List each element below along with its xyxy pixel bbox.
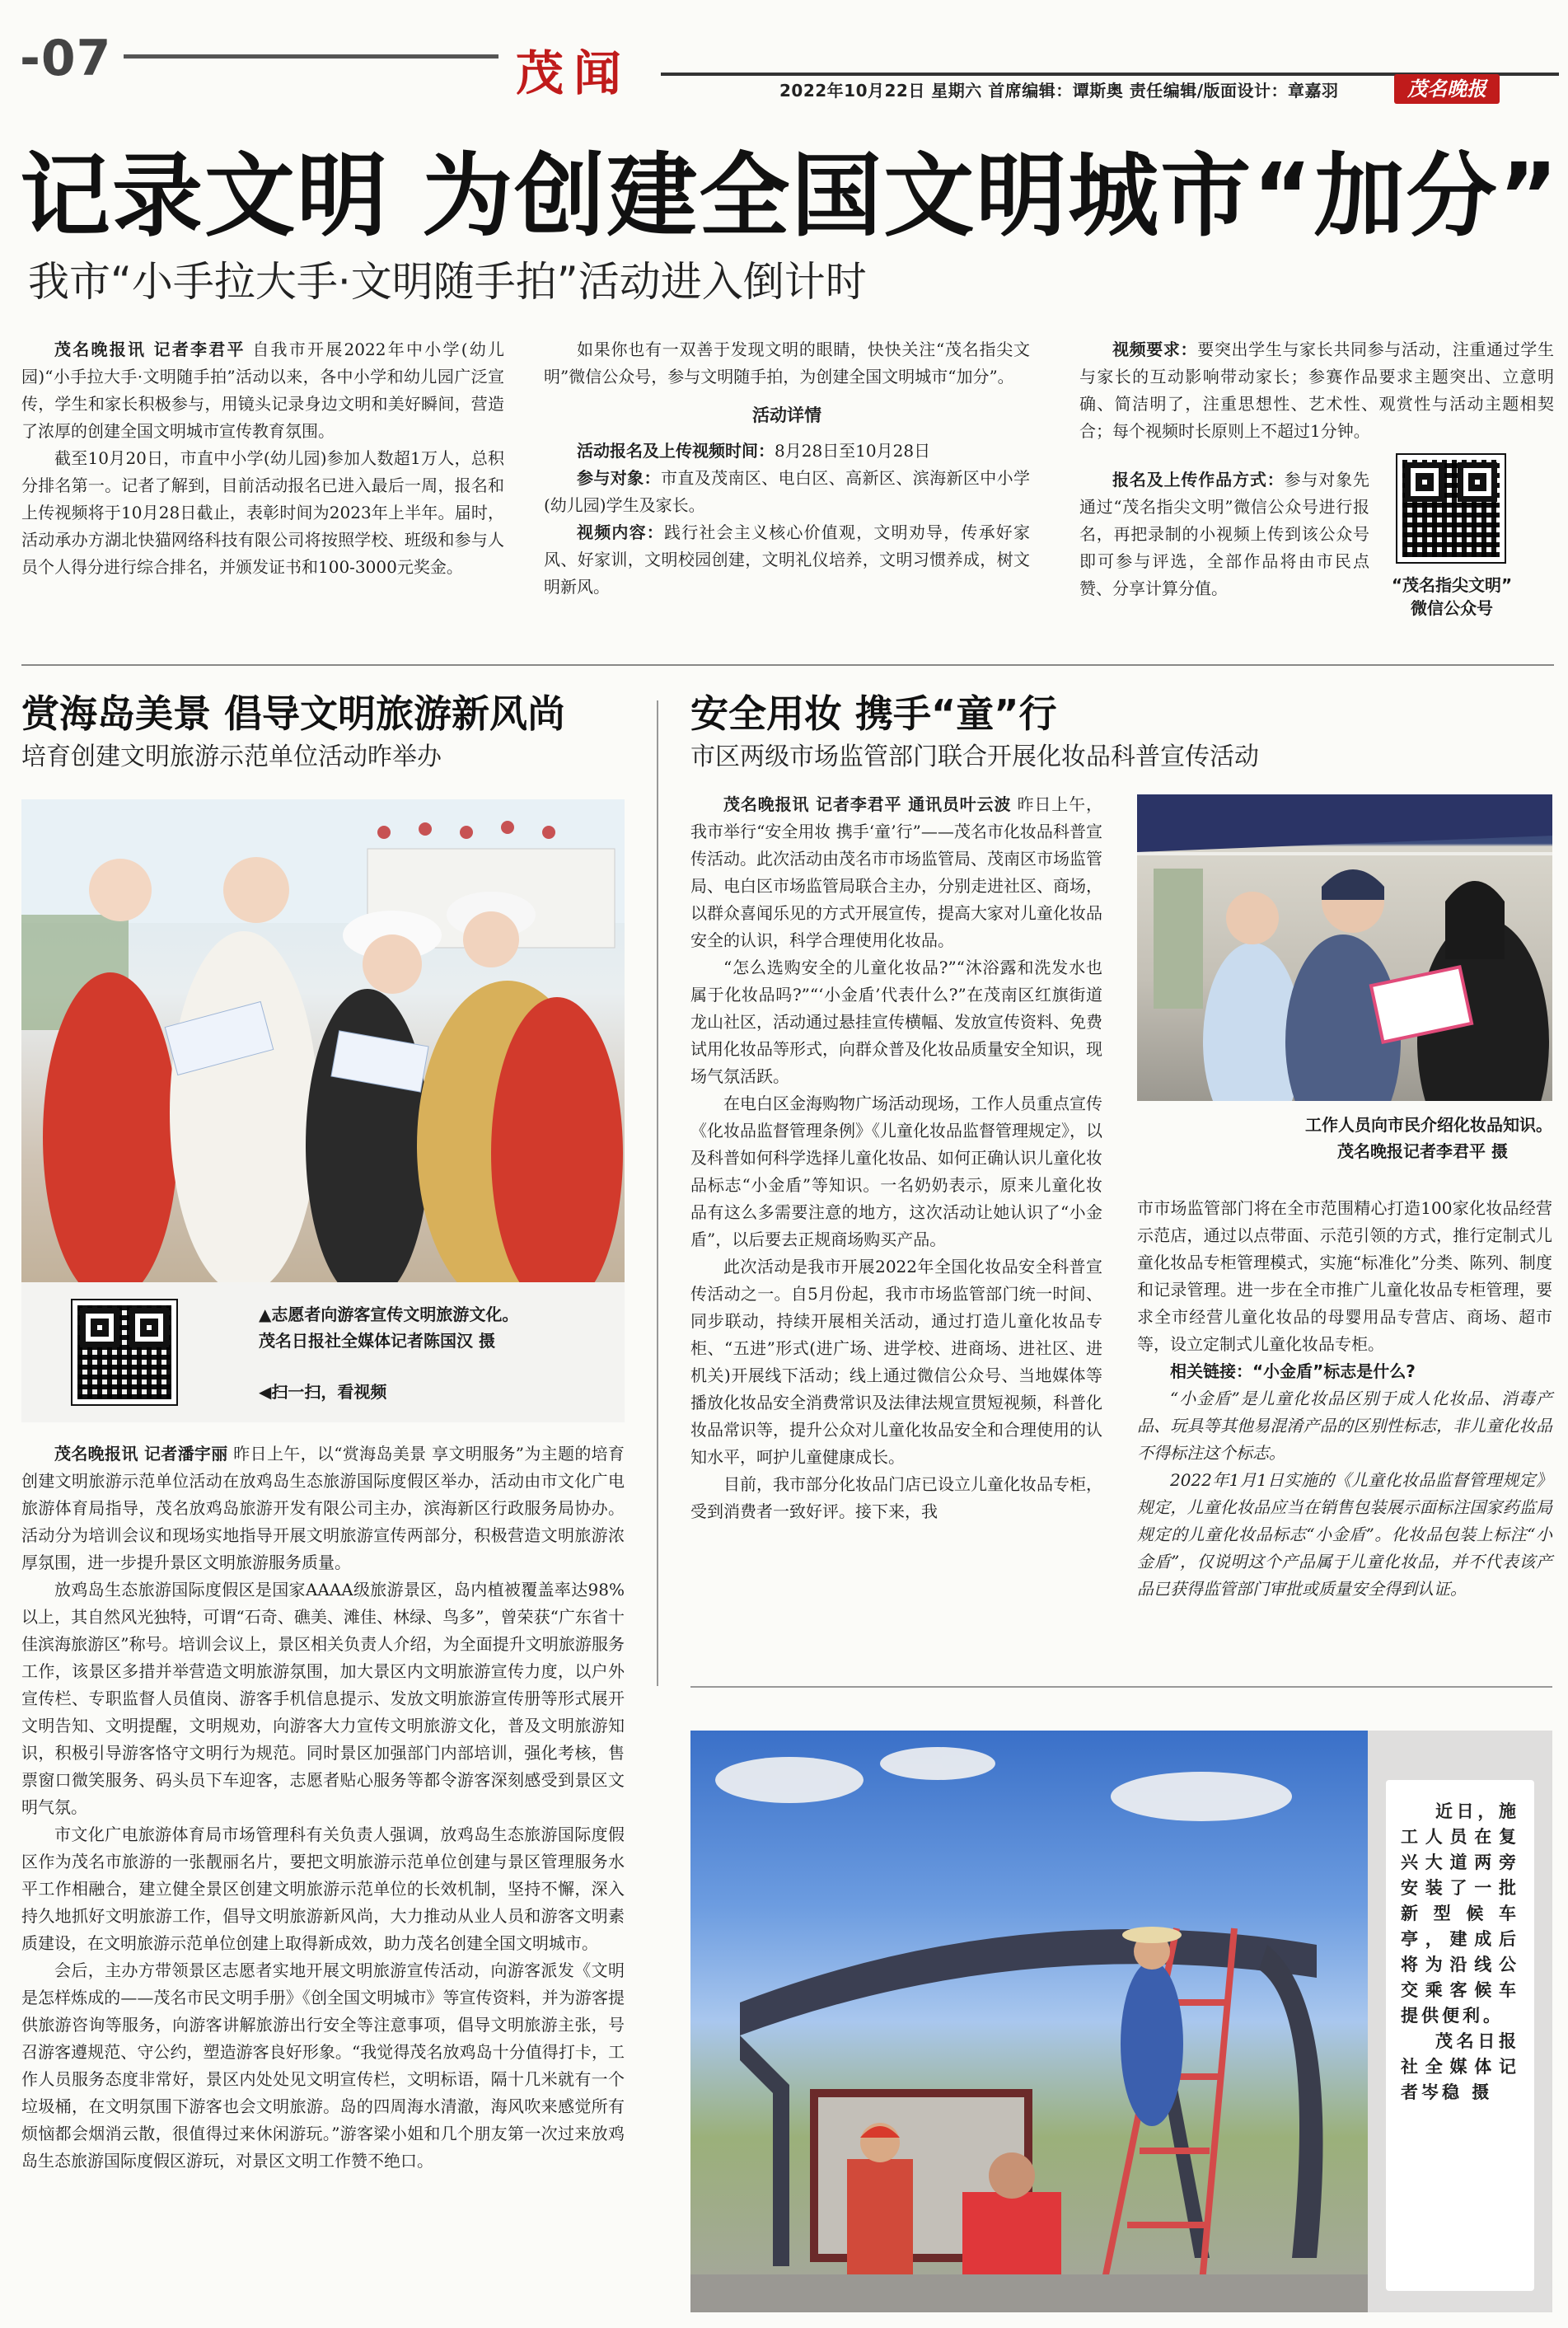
details-content-value: 践行社会主义核心价值观，文明劝导，传承好家风、好家训，文明校园创建，文明礼仪培养，文明习惯养成，树文明新风。: [544, 522, 1030, 597]
column-divider: [657, 700, 658, 1686]
cosmetics-paragraph-2: “怎么选购安全的儿童化妆品?”“沐浴露和洗发水也属于化妆品吗?”“‘小金盾’代表什么?”在茂南区红旗街道龙山社区，活动通过悬挂宣传横幅、发放宣传资料、免费试用化妆品等形式，向群众普及化妆品质量安全知识，现场气氛活跃。: [690, 958, 1102, 1086]
tourism-paragraph-3: 市文化广电旅游体育局市场管理科有关负责人强调，放鸡岛生态旅游国际度假区作为茂名市旅游的一张靓丽名片，要把文明旅游示范单位创建与景区管理服务水平工作相融合，建立健全景区创建文明旅游示范单位的长效机制，坚持不懈，深入持久地抓好文明旅游工作，倡导文明旅游新风尚，大力推动从业人员和游客文明素质建设，在文明旅游示范单位创建上取得新成效，助力茂名创建全国文明城市。: [21, 1824, 625, 1953]
cosmetics-body-left: [690, 791, 1102, 1525]
related-paragraph-1: “小金盾”是儿童化妆品区别于成人化妆品、消毒产品、玩具等其他易混淆产品的区别性标志，非儿童化妆品不得标注这个标志。: [1137, 1389, 1552, 1463]
bus-caption-panel: [1368, 1731, 1552, 2312]
bus-caption-credit: 茂名日报社全媒体记者岑稳 摄: [1401, 2031, 1519, 2102]
video-requirements-value: 要突出学生与家长共同参与活动，注重通过学生与家长的互动影响带动家长；参赛作品要求主题突出、立意明确、简洁明了，注重思想性、艺术性、观赏性与活动主题相契合；每个视频时长原则上不超过1分钟。: [1079, 340, 1555, 441]
bus-caption-card: [1386, 1780, 1534, 2291]
details-time-value: 8月28日至10月28日: [775, 441, 931, 461]
tourism-photo-credit: 茂名日报社全媒体记者陈国汉 摄: [259, 1331, 495, 1351]
top-byline: 茂名晚报讯 记者李君平: [54, 340, 246, 359]
cosmetics-paragraph-5-continued: 市市场监管部门将在全市范围精心打造100家化妆品经营示范店，通过以点带面、示范引领的方式，推行定制式儿童化妆品专柜管理模式，实施“标准化”分类、陈列、制度和记录管理。进一步在全市推广儿童化妆品专柜管理，要求全市经营儿童化妆品的母婴用品专营店、商场、超市等，设立定制式儿童化妆品专柜。: [1137, 1198, 1552, 1354]
video-requirements: [1079, 336, 1554, 445]
details-time: [544, 438, 1030, 465]
related-link-heading: 相关链接：“小金盾”标志是什么?: [1170, 1361, 1416, 1381]
tourism-photo-caption: ▲志愿者向游客宣传文明旅游文化。: [259, 1305, 519, 1324]
tourism-subheadline: 培育创建文明旅游示范单位活动昨举办: [21, 742, 442, 771]
cosmetics-paragraph-1: [690, 791, 1102, 954]
cosmetics-photo-credit: 茂名晚报记者李君平 摄: [1337, 1141, 1508, 1161]
details-who: [544, 465, 1030, 519]
bus-caption-text: 近日，施工人员在复兴大道两旁安装了一批新型候车亭，建成后将为沿线公交乘客候车提供便利。: [1401, 1801, 1519, 2026]
tourism-paragraph-4: 会后，主办方带领景区志愿者实地开展文明旅游宣传活动，向游客派发《文明是怎样炼成的——茂名市民文明手册》《创全国文明城市》等宣传资料，并为游客提供旅游咨询等服务，向游客讲解旅游出行安全等注意事项，倡导文明旅游主张，号召游客遵规范、守公约，塑造游客良好形象。“我觉得茂名放鸡岛十分值得打卡，工作人员服务态度非常好，景区内处处见文明宣传栏，文明标语，隔十几米就有一个垃圾桶，在文明氛围下游客也会文明旅游。岛的四周海水清澈，海风吹来感觉所有烦恼都会烟消云散，很值得过来休闲游玩。”游客梁小姐和几个朋友第一次过来放鸡岛生态旅游国际度假区游玩，对景区文明工作赞不绝口。: [21, 1960, 625, 2171]
qr-caption-1: “茂名指尖文明”: [1391, 575, 1513, 595]
qr-caption-2: 微信公众号: [1411, 598, 1493, 618]
section-badge: [516, 35, 646, 101]
tourism-photo-illustration: [21, 799, 625, 1282]
top-subheadline: 我市“小手拉大手·文明随手拍”活动进入倒计时: [28, 258, 867, 306]
top-col1-paragraph-1: [21, 336, 504, 445]
cosmetics-byline: 茂名晚报讯 记者李君平 通讯员叶云波: [723, 794, 1012, 814]
paper-logo: [1394, 74, 1500, 104]
cosmetics-photo-caption: 工作人员向市民介绍化妆品知识。: [1305, 1115, 1552, 1135]
top-col1-paragraph-2: 截至10月20日，市直中小学(幼儿园)参加人数超1万人，总积分排名第一。记者了解到，目前活动报名已进入最后一周，报名和上传视频将于10月28日截止，表彰时间为2023年上半年。届时，活动承办方湖北快猫网络科技有限公司将按照学校、班级和参与人员个人得分进行综合排名，并颁发证书和100-3000元奖金。: [21, 448, 504, 577]
masthead-info: 2022年10月22日 星期六 首席编辑：谭斯奥 责任编辑/版面设计：章嘉羽: [779, 81, 1339, 101]
tourism-video-qr[interactable]: [73, 1300, 176, 1404]
cosmetics-photo: [1137, 794, 1552, 1101]
cosmetics-paragraph-5: 目前，我市部分化妆品门店已设立儿童化妆品专柜，受到消费者一致好评。接下来，我: [690, 1474, 1102, 1521]
details-heading: 活动详情: [752, 405, 821, 425]
related-paragraph-2: 2022年1月1日实施的《儿童化妆品监督管理规定》规定，儿童化妆品应当在销售包装展示面标注国家药监局规定的儿童化妆品标志“小金盾”。化妆品包装上标注“小金盾”，仅说明这个产品属于儿童化妆品，并不代表该产品已获得监管部门审批或质量安全得到认证。: [1137, 1470, 1552, 1599]
cosmetics-paragraph-3: 在电白区金海购物广场活动现场，工作人员重点宣传《化妆品监督管理条例》《儿童化妆品监督管理规定》，以及科普如何科学选择儿童化妆品、如何正确认识儿童化妆品标志“小金盾”等知识。一名奶奶表示，原来儿童化妆品有这么多需要注意的地方，这次活动让她认识了“小金盾”，以后要去正规商场购买产品。: [690, 1094, 1102, 1249]
top-headline: 记录文明 为创建全国文明城市“加分”: [20, 143, 1560, 249]
top-col-2: [544, 336, 1030, 601]
top-col-3: [1079, 336, 1554, 445]
tourism-paragraph-2: 放鸡岛生态旅游国际度假区是国家AAAA级旅游景区，岛内植被覆盖率达98%以上，其自然风光独特，可谓“石奇、礁美、滩佳、林绿、鸟多”，曾荣获“广东省十佳滨海旅游区”称号。培训会议上，景区相关负责人介绍，为全面提升文明旅游服务工作，该景区多措并举营造文明旅游氛围，加大景区内文明旅游宣传力度，以户外宣传栏、专职监督人员值岗、游客手机信息提示、发放文明旅游宣传册等形式展开文明告知、文明提醒，文明规劝，向游客大力宣传文明旅游文化，普及文明旅游知识，积极引导游客恪守文明行为规范。同时景区加强部门内部培训，强化考核，售票窗口微笑服务、码头员下车迎客，志愿者贴心服务等都令游客深刻感受到景区文明气氛。: [21, 1580, 625, 1817]
how-to-submit-value: 参与对象先通过“茂名指尖文明”微信公众号进行报名，再把录制的小视频上传到该公众号即可参与评选，全部作品将由市民点赞、分享计算分值。: [1079, 470, 1370, 598]
top-col-1: [21, 336, 504, 581]
page-number: -07: [20, 30, 112, 87]
masthead-rule-left: [124, 54, 498, 59]
top-col1-p1-text: 自我市开展2022年中小学(幼儿园)“小手拉大手·文明随手拍”活动以来，各中小学和幼儿园广泛宣传，学生和家长积极参与，用镜头记录身边文明和美好瞬间，营造了浓厚的创建全国文明城市宣传教育氛围。: [21, 340, 504, 441]
details-time-label: 活动报名及上传视频时间：: [577, 441, 775, 461]
tourism-body: [21, 1440, 625, 2175]
cosmetics-body-right: [1137, 1195, 1552, 1603]
cosmetics-subheadline: 市区两级市场监管部门联合开展化妆品科普宣传活动: [690, 742, 1259, 771]
how-to-submit: [1079, 466, 1369, 602]
details-who-label: 参与对象：: [577, 468, 661, 488]
bus-shelter-illustration: [690, 1731, 1368, 2312]
details-who-value: 市直及茂南区、电白区、高新区、滨海新区中小学(幼儿园)学生及家长。: [544, 468, 1031, 515]
details-content-label: 视频内容：: [577, 522, 664, 542]
cosmetics-photo-illustration: [1137, 794, 1552, 1101]
bus-shelter-photo: [690, 1731, 1368, 2312]
tourism-photo: [21, 799, 625, 1282]
cosmetics-headline: 安全用妆 携手“童”行: [690, 691, 1057, 736]
paper-logo-text: 茂名晚报: [1407, 77, 1486, 101]
top-col2-paragraph-1: 如果你也有一双善于发现文明的眼睛，快快关注“茂名指尖文明”微信公众号，参与文明随手拍，为创建全国文明城市“加分”。: [544, 340, 1030, 386]
video-requirements-label: 视频要求：: [1112, 340, 1198, 359]
tourism-paragraph-1: [21, 1440, 625, 1576]
tourism-p1-text: 昨日上午，以“赏海岛美景 享文明服务”为主题的培育创建文明旅游示范单位活动在放鸡岛生态旅游国际度假区举办，活动由市文化广电旅游体育局指导，茂名放鸡岛旅游开发有限公司主办，滨海新区行政服务局协办。活动分为培训会议和现场实地指导开展文明旅游宣传两部分，积极营造文明旅游浓厚氛围，进一步提升景区文明旅游服务质量。: [21, 1444, 625, 1572]
how-to-submit-label: 报名及上传作品方式：: [1112, 470, 1285, 489]
tourism-scan-hint: ◀扫一扫，看视频: [259, 1382, 387, 1402]
top-col-3-lower: [1079, 466, 1369, 602]
wechat-qr-code[interactable]: [1397, 455, 1505, 562]
cosmetics-paragraph-4: 此次活动是我市开展2022年全国化妆品安全科普宣传活动之一。自5月份起，我市市场监管部门统一时间、同步联动，持续开展相关活动，通过打造儿童化妆品专柜、“五进”形式(进广场、进学校、进商场、进社区、进机关)开展线下活动；线上通过微信公众号、当地媒体等播放化妆品安全消费常识及法律法规宣贯短视频，科普化妆品常识等，提升公众对儿童化妆品安全和合理使用的认知水平，呵护儿童健康成长。: [690, 1257, 1102, 1467]
details-content: [544, 519, 1030, 601]
section-label: 茂闻: [516, 45, 632, 101]
tourism-caption-box: [21, 1282, 625, 1422]
section-divider-bottom: [690, 1686, 1552, 1688]
tourism-byline: 茂名晚报讯 记者潘宇丽: [54, 1444, 228, 1464]
cosmetics-p1-text: 昨日上午，我市举行“安全用妆 携手‘童’行”——茂名市化妆品科普宣传活动。此次活动由茂名市市场监管局、茂南区市场监管局、电白区市场监管局联合主办，分别走进社区、商场，以群众喜闻乐见的方式开展宣传，提高大家对儿童化妆品安全的认识，科学合理使用化妆品。: [690, 794, 1103, 950]
section-divider-top: [21, 664, 1554, 666]
tourism-headline: 赏海岛美景 倡导文明旅游新风尚: [21, 691, 566, 736]
